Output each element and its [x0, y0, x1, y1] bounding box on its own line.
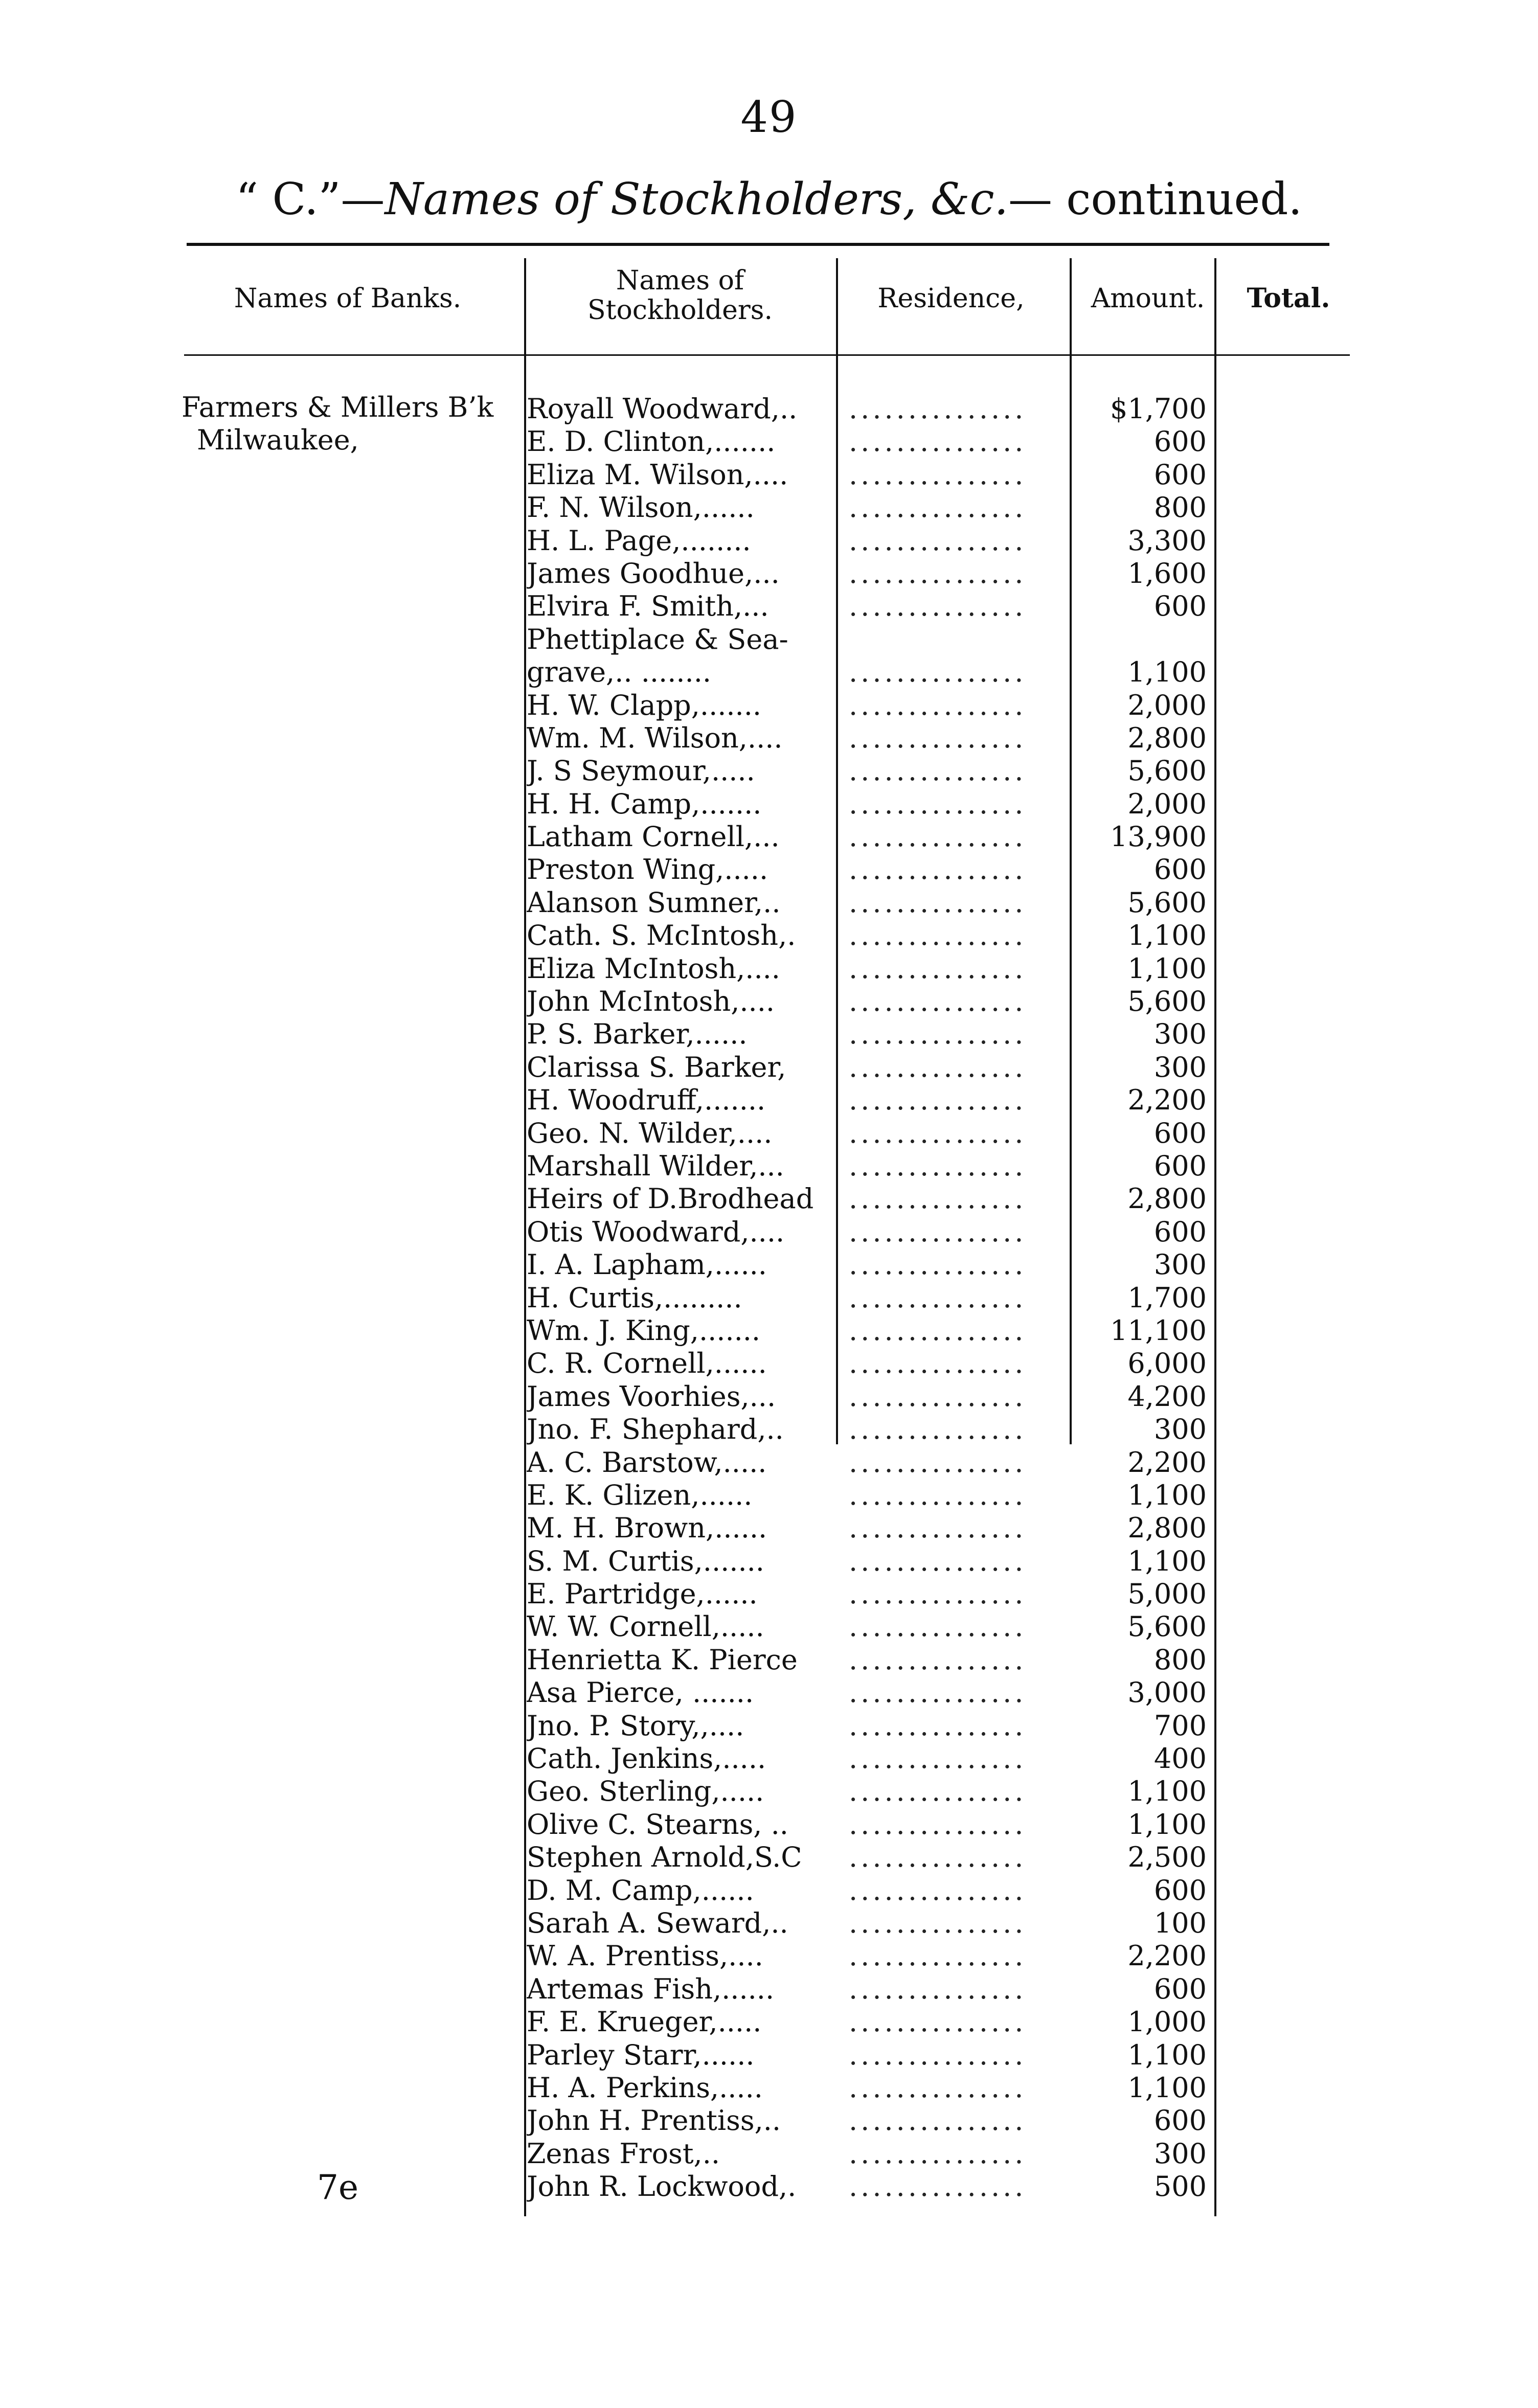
stockholder-name: Geo. Sterling,.....	[527, 1775, 764, 1808]
residence-leader-dots: ...............	[849, 491, 1027, 524]
amount-value: 5,600	[1127, 1610, 1207, 1643]
table-row	[511, 722, 1227, 755]
residence-leader-dots: ...............	[849, 1446, 1027, 1479]
stockholder-name: Henrietta K. Pierce	[527, 1643, 798, 1676]
residence-leader-dots: ...............	[849, 1544, 1027, 1577]
stockholder-name: P. S. Barker,......	[527, 1018, 748, 1051]
table-row	[511, 1084, 1227, 1117]
table-row	[511, 821, 1227, 853]
table-row	[511, 1841, 1227, 1874]
stockholder-name: Latham Cornell,...	[527, 821, 780, 853]
amount-value: 600	[1154, 425, 1207, 458]
table-row	[511, 755, 1227, 787]
title-italic: Names of Stockholders, &c.	[384, 174, 1009, 225]
stockholder-name: John McIntosh,....	[527, 985, 775, 1018]
stockholder-name: J. S Seymour,.....	[527, 755, 755, 787]
residence-leader-dots: ...............	[849, 590, 1027, 623]
amount-value: 1,100	[1127, 656, 1207, 689]
stockholder-name: Zenas Frost,..	[527, 2137, 720, 2170]
residence-leader-dots: ...............	[849, 1018, 1027, 1051]
residence-leader-dots: ...............	[849, 1413, 1027, 1446]
stockholder-name: Alanson Sumner,..	[527, 886, 781, 919]
bank-name-line1: Farmers & Millers B’k	[182, 391, 494, 423]
stockholder-name: F. N. Wilson,......	[527, 491, 755, 524]
residence-leader-dots: ...............	[849, 557, 1027, 589]
table-row	[511, 1150, 1227, 1183]
amount-value: 2,200	[1127, 1084, 1207, 1117]
table-row	[511, 2104, 1227, 2137]
amount-value: 1,700	[1127, 1281, 1207, 1314]
amount-value: 1,600	[1127, 557, 1207, 589]
table-row	[511, 1117, 1227, 1150]
stockholder-name: John H. Prentiss,..	[527, 2104, 781, 2137]
bank-name-line2: Milwaukee,	[197, 424, 359, 456]
amount-value: 5,600	[1127, 886, 1207, 919]
signature-mark: 7e	[317, 2168, 359, 2207]
stockholder-name: M. H. Brown,......	[527, 1512, 767, 1544]
amount-value: 1,000	[1127, 2006, 1207, 2038]
stockholder-name: Jno. F. Shephard,..	[527, 1413, 784, 1446]
residence-leader-dots: ...............	[849, 755, 1027, 787]
residence-leader-dots: ...............	[849, 1676, 1027, 1709]
table-row	[511, 1380, 1227, 1413]
table-row	[511, 2170, 1227, 2203]
table-row	[511, 853, 1227, 886]
table-row	[511, 1644, 1227, 1676]
residence-leader-dots: ...............	[849, 2170, 1027, 2203]
stockholder-name: W. W. Cornell,.....	[527, 1610, 764, 1643]
residence-leader-dots: ...............	[849, 1183, 1027, 1215]
stockholder-name: Cath. Jenkins,.....	[527, 1742, 766, 1775]
stockholder-name: Geo. N. Wilder,....	[527, 1117, 773, 1149]
stockholder-name: Parley Starr,......	[527, 2038, 755, 2071]
table-row	[511, 1413, 1227, 1446]
residence-leader-dots: ...............	[849, 2071, 1027, 2104]
amount-value: 1,100	[1127, 1775, 1207, 1808]
table-row	[511, 985, 1227, 1018]
stockholder-name: E. D. Clinton,.......	[527, 425, 776, 458]
header-total: Total.	[1247, 283, 1330, 314]
table-row	[511, 952, 1227, 985]
table-row	[511, 1808, 1227, 1841]
amount-value: 600	[1154, 2104, 1207, 2137]
amount-value: 400	[1154, 1742, 1207, 1775]
residence-leader-dots: ...............	[849, 853, 1027, 886]
amount-value: 2,800	[1127, 1183, 1207, 1215]
amount-value: 600	[1154, 1972, 1207, 2005]
amount-value: 300	[1154, 1413, 1207, 1446]
residence-leader-dots: ...............	[849, 1281, 1027, 1314]
stockholder-name: H. L. Page,........	[527, 524, 751, 557]
title-prefix: “ C.”—	[236, 174, 385, 225]
table-row	[511, 919, 1227, 952]
residence-leader-dots: ...............	[849, 721, 1027, 754]
table-row	[511, 1973, 1227, 2006]
residence-leader-dots: ...............	[849, 2137, 1027, 2170]
stockholder-name: Stephen Arnold,S.C	[527, 1841, 802, 1874]
stockholder-name: W. A. Prentiss,....	[527, 1940, 763, 1972]
amount-value: 300	[1154, 1051, 1207, 1083]
residence-leader-dots: ...............	[849, 787, 1027, 820]
stockholder-name: H. H. Camp,.......	[527, 787, 762, 820]
title-suffix: — continued.	[1008, 174, 1302, 225]
stockholder-name: Sarah A. Seward,..	[527, 1906, 788, 1939]
stockholder-name: F. E. Krueger,.....	[527, 2006, 762, 2038]
amount-value: 600	[1154, 590, 1207, 623]
stockholder-name: Jno. P. Story,,....	[527, 1709, 744, 1742]
table-row	[511, 1347, 1227, 1380]
stockholder-name: Elvira F. Smith,...	[527, 590, 769, 623]
stockholder-name: Marshall Wilder,...	[527, 1149, 784, 1182]
stockholder-name: Artemas Fish,......	[527, 1972, 775, 2005]
amount-value: 3,000	[1127, 1676, 1207, 1709]
header-stockholders: Names of Stockholders.	[587, 265, 773, 326]
amount-value: 6,000	[1127, 1347, 1207, 1380]
amount-value: 5,000	[1127, 1578, 1207, 1610]
table-row	[511, 1248, 1227, 1281]
residence-leader-dots: ...............	[849, 1314, 1027, 1347]
amount-value: 700	[1154, 1709, 1207, 1742]
amount-value: 600	[1154, 1149, 1207, 1182]
amount-value: 800	[1154, 1643, 1207, 1676]
table-row	[511, 1314, 1227, 1347]
table-row	[511, 1578, 1227, 1610]
table-row	[511, 2006, 1227, 2038]
amount-value: 4,200	[1127, 1380, 1207, 1413]
table-row	[511, 1610, 1227, 1643]
table-row	[511, 425, 1227, 458]
table-row	[511, 1479, 1227, 1512]
table-row	[511, 1545, 1227, 1578]
table-row	[511, 2138, 1227, 2170]
stockholder-name: Clarissa S. Barker,	[527, 1051, 786, 1083]
stockholder-name: H. W. Clapp,.......	[527, 689, 762, 721]
stockholder-name: Otis Woodward,....	[527, 1215, 785, 1248]
header-banks: Names of Banks.	[234, 283, 462, 314]
top-rule	[187, 243, 1329, 246]
amount-value: 600	[1154, 458, 1207, 491]
residence-leader-dots: ...............	[849, 1940, 1027, 1972]
residence-leader-dots: ...............	[849, 689, 1027, 721]
residence-leader-dots: ...............	[849, 1874, 1027, 1906]
residence-leader-dots: ...............	[849, 1742, 1027, 1775]
stockholder-name: Royall Woodward,..	[527, 393, 798, 425]
residence-leader-dots: ...............	[849, 1610, 1027, 1643]
stockholder-name: Eliza McIntosh,....	[527, 952, 780, 985]
amount-value: 300	[1154, 2137, 1207, 2170]
table-row	[511, 1051, 1227, 1084]
stockholder-name: A. C. Barstow,.....	[527, 1446, 767, 1479]
table-row	[511, 1742, 1227, 1775]
amount-value: 600	[1154, 1117, 1207, 1149]
amount-value: 1,100	[1127, 2038, 1207, 2071]
stockholder-name: H. Woodruff,.......	[527, 1084, 766, 1117]
table-row	[511, 2039, 1227, 2072]
table-row	[511, 590, 1227, 623]
stockholder-list	[511, 393, 1227, 2203]
table-row	[511, 1940, 1227, 1972]
residence-leader-dots: ...............	[849, 821, 1027, 853]
stockholder-name: Heirs of D.Brodhead	[527, 1183, 814, 1215]
page-title	[0, 174, 1538, 225]
stockholder-name: E. Partridge,......	[527, 1578, 758, 1610]
table-row	[511, 491, 1227, 524]
table-row	[511, 1907, 1227, 1940]
amount-value: 2,200	[1127, 1940, 1207, 1972]
stockholder-name: James Goodhue,...	[527, 557, 780, 589]
table-row	[511, 1775, 1227, 1808]
stockholder-name: H. Curtis,.........	[527, 1281, 742, 1314]
residence-leader-dots: ...............	[849, 425, 1027, 458]
residence-leader-dots: ...............	[849, 1512, 1027, 1544]
table-row	[511, 788, 1227, 821]
residence-leader-dots: ...............	[849, 1643, 1027, 1676]
residence-leader-dots: ...............	[849, 1841, 1027, 1874]
table-row	[511, 557, 1227, 590]
page-number: 49	[740, 92, 798, 142]
residence-leader-dots: ...............	[849, 1380, 1027, 1413]
residence-leader-dots: ...............	[849, 393, 1027, 425]
table-row	[511, 1676, 1227, 1709]
header-residence: Residence,	[877, 283, 1025, 314]
amount-value: 600	[1154, 853, 1207, 886]
amount-value: 5,600	[1127, 755, 1207, 787]
amount-value: 300	[1154, 1248, 1207, 1281]
amount-value: 800	[1154, 491, 1207, 524]
residence-leader-dots: ...............	[849, 1906, 1027, 1939]
residence-leader-dots: ...............	[849, 1117, 1027, 1149]
amount-value: 600	[1154, 1874, 1207, 1906]
residence-leader-dots: ...............	[849, 1149, 1027, 1182]
residence-leader-dots: ...............	[849, 656, 1027, 689]
stockholder-name: Wm. J. King,.......	[527, 1314, 761, 1347]
amount-value: 13,900	[1110, 821, 1207, 853]
residence-leader-dots: ...............	[849, 952, 1027, 985]
residence-leader-dots: ...............	[849, 2104, 1027, 2137]
amount-value: 100	[1154, 1906, 1207, 1939]
stockholder-name: C. R. Cornell,......	[527, 1347, 767, 1380]
residence-leader-dots: ...............	[849, 1248, 1027, 1281]
residence-leader-dots: ...............	[849, 886, 1027, 919]
residence-leader-dots: ...............	[849, 458, 1027, 491]
amount-value: 500	[1154, 2170, 1207, 2203]
stockholder-name: James Voorhies,...	[527, 1380, 776, 1413]
amount-value: 300	[1154, 1018, 1207, 1051]
amount-value: 3,300	[1127, 524, 1207, 557]
amount-value: $1,700	[1110, 393, 1207, 425]
table-row	[511, 1446, 1227, 1479]
residence-leader-dots: ...............	[849, 1347, 1027, 1380]
stockholder-name: Preston Wing,.....	[527, 853, 768, 886]
residence-leader-dots: ...............	[849, 919, 1027, 952]
amount-value: 1,100	[1127, 919, 1207, 952]
stockholder-name: Phettiplace & Sea-	[527, 623, 788, 655]
stockholder-name: Asa Pierce, .......	[527, 1676, 754, 1709]
stockholder-name: Wm. M. Wilson,....	[527, 721, 783, 754]
residence-leader-dots: ...............	[849, 1479, 1027, 1511]
table-row	[511, 1018, 1227, 1051]
stockholder-name: Cath. S. McIntosh,.	[527, 919, 796, 952]
residence-leader-dots: ...............	[849, 524, 1027, 557]
amount-value: 2,800	[1127, 1512, 1207, 1544]
table-row	[511, 2072, 1227, 2104]
table-row	[511, 887, 1227, 919]
table-row	[511, 459, 1227, 491]
amount-value: 600	[1154, 1215, 1207, 1248]
residence-leader-dots: ...............	[849, 1215, 1027, 1248]
table-row	[511, 623, 1227, 656]
stockholder-name: S. M. Curtis,.......	[527, 1544, 764, 1577]
table-row	[511, 525, 1227, 557]
table-row	[511, 1282, 1227, 1314]
residence-leader-dots: ...............	[849, 1775, 1027, 1808]
amount-value: 11,100	[1110, 1314, 1207, 1347]
residence-leader-dots: ...............	[849, 1709, 1027, 1742]
stockholder-name: Olive C. Stearns, ..	[527, 1808, 788, 1841]
table-row	[511, 1710, 1227, 1742]
residence-leader-dots: ...............	[849, 1084, 1027, 1117]
residence-leader-dots: ...............	[849, 2006, 1027, 2038]
stockholder-name: E. K. Glizen,......	[527, 1479, 753, 1511]
header-bottom-rule	[184, 354, 1350, 356]
stockholder-name: Eliza M. Wilson,....	[527, 458, 788, 491]
stockholder-name: H. A. Perkins,.....	[527, 2071, 763, 2104]
table-row	[511, 1874, 1227, 1907]
table-row	[511, 656, 1227, 689]
bank-name	[182, 391, 493, 457]
stockholder-name: D. M. Camp,......	[527, 1874, 754, 1906]
residence-leader-dots: ...............	[849, 2038, 1027, 2071]
table-row	[511, 1216, 1227, 1248]
amount-value: 5,600	[1127, 985, 1207, 1018]
amount-value: 2,000	[1127, 787, 1207, 820]
amount-value: 1,100	[1127, 2071, 1207, 2104]
stockholder-name: John R. Lockwood,.	[527, 2170, 797, 2203]
amount-value: 1,100	[1127, 1479, 1207, 1511]
header-amount: Amount.	[1091, 283, 1205, 314]
amount-value: 2,500	[1127, 1841, 1207, 1874]
table-row	[511, 393, 1227, 425]
residence-leader-dots: ...............	[849, 1051, 1027, 1083]
stockholder-name: grave,.. ........	[527, 656, 712, 689]
amount-value: 2,200	[1127, 1446, 1207, 1479]
residence-leader-dots: ...............	[849, 1808, 1027, 1841]
amount-value: 1,100	[1127, 1544, 1207, 1577]
table-row	[511, 689, 1227, 722]
amount-value: 1,100	[1127, 952, 1207, 985]
residence-leader-dots: ...............	[849, 1972, 1027, 2005]
amount-value: 2,800	[1127, 721, 1207, 754]
table-row	[511, 1183, 1227, 1215]
amount-value: 1,100	[1127, 1808, 1207, 1841]
residence-leader-dots: ...............	[849, 985, 1027, 1018]
stockholder-name: I. A. Lapham,......	[527, 1248, 767, 1281]
residence-leader-dots: ...............	[849, 1578, 1027, 1610]
amount-value: 2,000	[1127, 689, 1207, 721]
table-row	[511, 1512, 1227, 1544]
